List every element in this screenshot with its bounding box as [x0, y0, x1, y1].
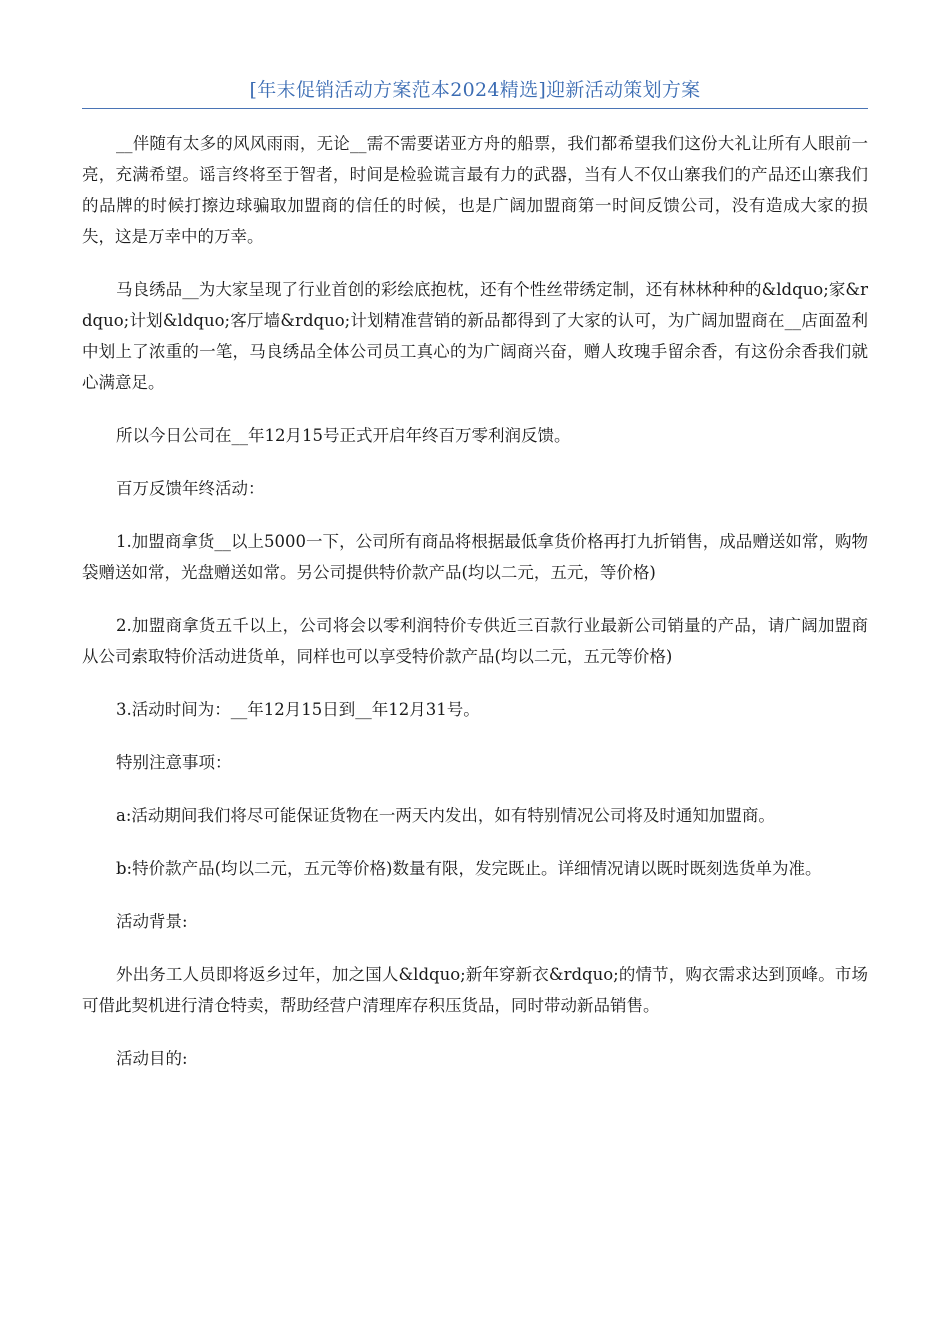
list-item-rule-1: 1.加盟商拿货__以上5000一下，公司所有商品将根据最低拿货价格再打九折销售，成品赠送如常，购物袋赠送如常，光盘赠送如常。另公司提供特价款产品(均以二元，五元，等价格) [82, 532, 868, 582]
paragraph-intro: __伴随有太多的风风雨雨，无论__需不需要诺亚方舟的船票，我们都希望我们这份大礼让所有人眼前一亮，充满希望。谣言终将至于智者，时间是检验谎言最有力的武器，当有人不仅山寨我们的产品还山寨我们的品牌的时候打擦边球骗取加盟商的信任的时候，也是广阔加盟商第一时间反馈公司，没有造成大家的损失，这是万幸中的万幸。 [82, 134, 868, 246]
paragraph-product-showcase: 马良绣品__为大家呈现了行业首创的彩绘底抱枕，还有个性丝带绣定制，还有林林种种的&ldquo;家&rdquo;计划&ldquo;客厅墙&rdquo;计划精准营销的新品都得到了大家的认可，为广阔加盟商在__店面盈利中划上了浓重的一笔，马良绣品全体公司员工真心的为广阔商兴奋，赠人玫瑰手留余香，有这份余香我们就心满意足。 [82, 280, 868, 392]
document-header [82, 76, 868, 109]
section-heading-activities: 百万反馈年终活动： [116, 479, 265, 498]
paragraph-background: 外出务工人员即将返乡过年，加之国人&ldquo;新年穿新衣&rdquo;的情节，购衣需求达到顶峰。市场可借此契机进行清仓特卖，帮助经营户清理库存积压货品，同时带动新品销售。 [82, 965, 868, 1015]
section-heading-purpose: 活动目的: [116, 1049, 188, 1068]
section-heading-background: 活动背景: [116, 912, 188, 931]
document-body [82, 128, 868, 1096]
note-item-b: b:特价款产品(均以二元，五元等价格)数量有限，发完既止。详细情况请以既时既刻选货单为准。 [116, 859, 822, 878]
paragraph-announcement: 所以今日公司在__年12月15号正式开启年终百万零利润反馈。 [116, 426, 571, 445]
section-heading-notes: 特别注意事项： [116, 753, 232, 772]
list-item-rule-2: 2.加盟商拿货五千以上，公司将会以零利润特价专供近三百款行业最新公司销量的产品，请广阔加盟商从公司索取特价活动进货单，同样也可以享受特价款产品(均以二元，五元等价格) [82, 616, 868, 666]
document-title: [年末促销活动方案范本2024精选]迎新活动策划方案 [249, 79, 701, 101]
list-item-rule-3: 3.活动时间为：__年12月15日到__年12月31号。 [116, 700, 480, 719]
note-item-a: a:活动期间我们将尽可能保证货物在一两天内发出，如有特别情况公司将及时通知加盟商。 [116, 806, 775, 825]
